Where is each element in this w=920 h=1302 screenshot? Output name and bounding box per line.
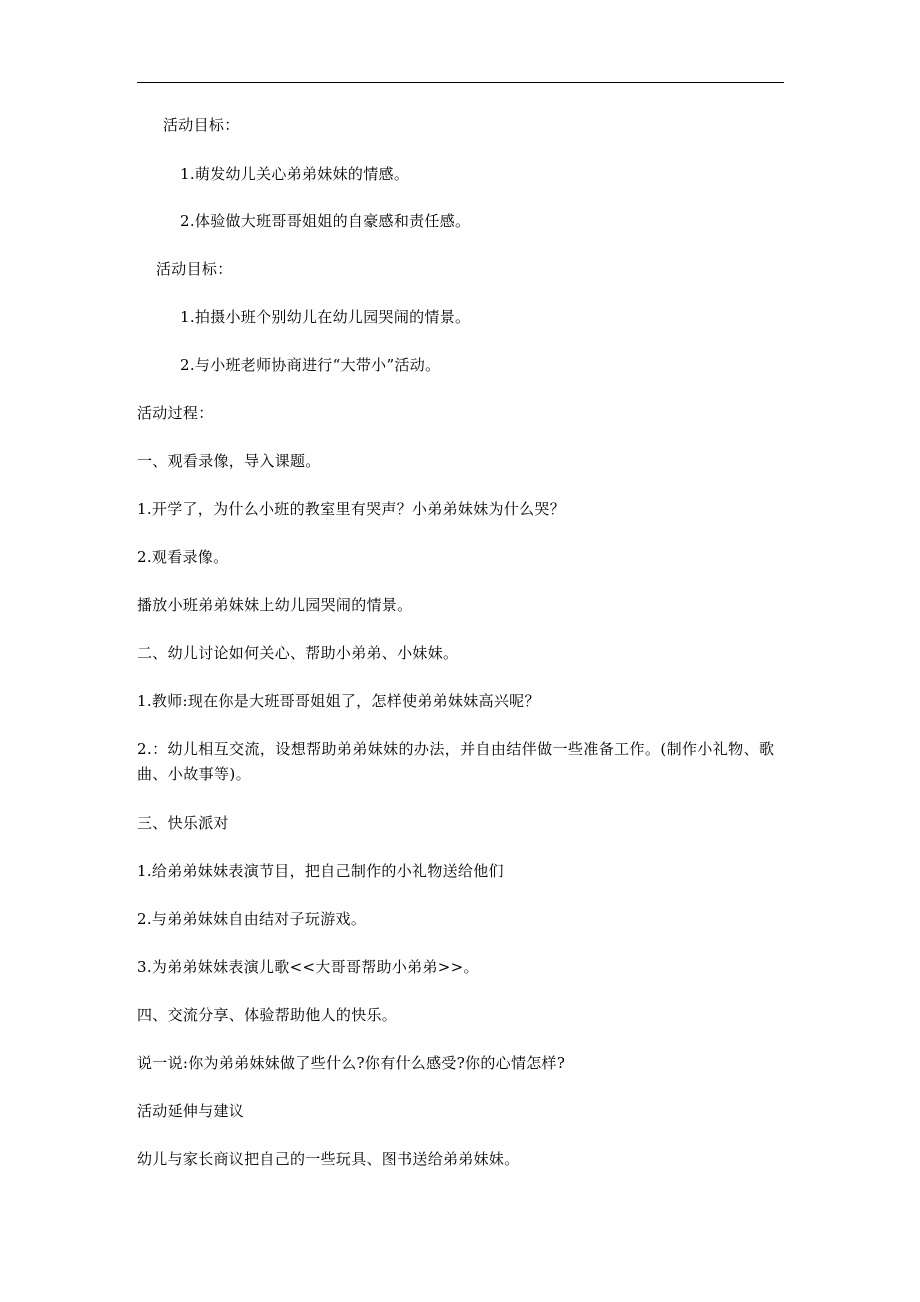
step-1-item-2: 2.观看录像。	[137, 548, 229, 566]
step-2-item-1: 1.教师:现在你是大班哥哥姐姐了，怎样使弟弟妹妹高兴呢？	[137, 692, 540, 710]
step-1-item-1: 1.开学了，为什么小班的教室里有哭声？小弟弟妹妹为什么哭？	[137, 500, 566, 518]
step-heading-3: 三、快乐派对	[137, 814, 229, 832]
step-heading-1: 一、观看录像，导入课题。	[137, 452, 321, 470]
section-heading-preparation: 活动目标：	[156, 260, 233, 278]
goal-item-2: 2.体验做大班哥哥姐姐的自豪感和责任感。	[180, 212, 471, 230]
step-heading-2: 二、幼儿讨论如何关心、帮助小弟弟、小妹妹。	[137, 644, 459, 662]
step-4-item-1: 说一说:你为弟弟妹妹做了些什么?你有什么感受?你的心情怎样?	[137, 1054, 566, 1072]
section-heading-extension: 活动延伸与建议	[137, 1102, 245, 1120]
header-rule	[137, 82, 784, 83]
step-1-item-3: 播放小班弟弟妹妹上幼儿园哭闹的情景。	[137, 596, 413, 614]
step-2-item-2: 2.：幼儿相互交流，设想帮助弟弟妹妹的办法，并自由结伴做一些准备工作。(制作小礼物、歌曲、小故事等)。	[137, 740, 775, 783]
step-heading-4: 四、交流分享、体验帮助他人的快乐。	[137, 1006, 398, 1024]
section-heading-process: 活动过程：	[137, 404, 214, 422]
prep-item-2: 2.与小班老师协商进行“大带小”活动。	[180, 356, 441, 374]
section-heading-goals: 活动目标：	[163, 116, 240, 134]
step-3-item-1: 1.给弟弟妹妹表演节目，把自己制作的小礼物送给他们	[137, 862, 504, 880]
step-3-item-2: 2.与弟弟妹妹自由结对子玩游戏。	[137, 910, 367, 928]
prep-item-1: 1.拍摄小班个别幼儿在幼儿园哭闹的情景。	[180, 308, 471, 326]
step-3-item-3: 3.为弟弟妹妹表演儿歌<<大哥哥帮助小弟弟>>。	[137, 958, 479, 976]
extension-item-1: 幼儿与家长商议把自己的一些玩具、图书送给弟弟妹妹。	[137, 1150, 520, 1168]
goal-item-1: 1.萌发幼儿关心弟弟妹妹的情感。	[180, 165, 410, 183]
